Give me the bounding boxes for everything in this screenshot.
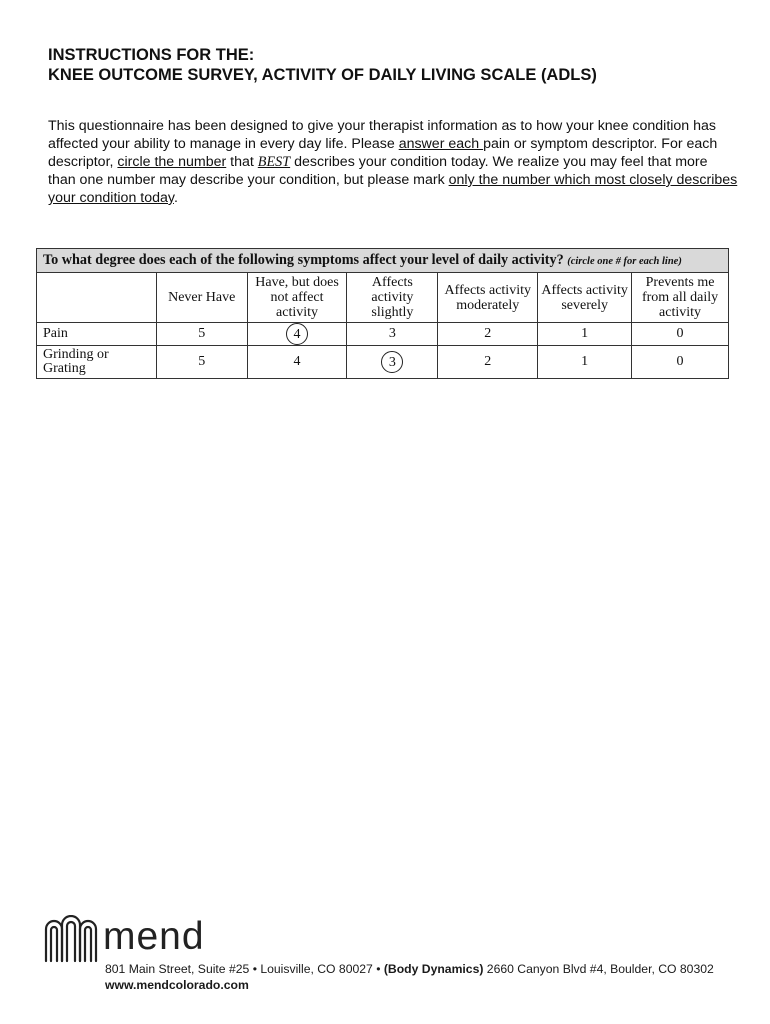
rating-cell[interactable] — [156, 323, 247, 346]
title-line-2: KNEE OUTCOME SURVEY, ACTIVITY OF DAILY LIVING SCALE (ADLS) — [48, 66, 597, 84]
row-label: Pain — [37, 323, 157, 346]
rating-option[interactable]: 2 — [484, 326, 492, 341]
column-header: Have, but does not affect activity — [247, 273, 347, 323]
column-header: Prevents me from all daily activity — [632, 273, 729, 323]
rating-cell[interactable] — [538, 323, 632, 346]
rating-cell[interactable] — [156, 346, 247, 379]
title-line-1: INSTRUCTIONS FOR THE: — [48, 46, 255, 64]
rating-cell[interactable] — [347, 323, 438, 346]
column-header: Never Have — [156, 273, 247, 323]
rating-option[interactable]: 3 — [388, 326, 396, 341]
mend-logo-icon — [44, 915, 98, 963]
rating-option[interactable]: 2 — [484, 354, 492, 369]
rating-option[interactable]: 1 — [581, 354, 589, 369]
rating-option[interactable]: 1 — [581, 326, 589, 341]
intro-text-5: . — [173, 190, 178, 206]
column-header: Affects activity moderately — [438, 273, 538, 323]
rating-cell[interactable] — [538, 346, 632, 379]
rating-option[interactable]: 0 — [676, 326, 684, 341]
intro-text-1: This questionnaire has been designed to give your therapist information as to how your knee condition has affected your ability to manage in every day life. Please — [48, 118, 717, 152]
rating-cell[interactable] — [632, 346, 729, 379]
symptom-table — [36, 248, 729, 379]
column-header-row — [37, 273, 729, 323]
address-line — [105, 961, 714, 977]
footer-address — [105, 961, 714, 993]
rating-option-selected[interactable]: 3 — [381, 351, 403, 373]
document-title — [48, 45, 748, 85]
empty-header-cell — [37, 273, 157, 323]
intro-underline-answer-each: answer each — [398, 136, 484, 152]
intro-text-3: that — [226, 154, 258, 170]
intro-text-2: pain or symptom descriptor. For each descriptor, — [48, 136, 718, 170]
rating-cell[interactable] — [438, 346, 538, 379]
row-label: Grinding or Grating — [37, 346, 157, 379]
rating-option[interactable]: 4 — [293, 354, 301, 369]
rating-cell[interactable] — [438, 323, 538, 346]
rating-cell[interactable] — [247, 346, 347, 379]
rating-option[interactable]: 5 — [198, 326, 206, 341]
address-body-dynamics: (Body Dynamics) — [383, 962, 484, 976]
table-question-header — [37, 249, 729, 273]
table-row-grinding — [37, 346, 729, 379]
address-louisville: 801 Main Street, Suite #25 • Louisville, CO 80027 • — [105, 962, 384, 976]
intro-underline-only-number: only the number which most closely describes your condition today — [48, 172, 738, 206]
instructions-paragraph — [48, 117, 738, 207]
rating-cell[interactable] — [247, 323, 347, 346]
table-row-pain — [37, 323, 729, 346]
intro-text-4: describes your condition today. We realize you may feel that more than one number may describe your condition, but please mark — [48, 154, 708, 188]
column-header: Affects activity severely — [538, 273, 632, 323]
rating-option[interactable]: 0 — [676, 354, 684, 369]
question-text: To what degree does each of the following symptoms affect your level of daily activity? — [43, 252, 564, 268]
rating-option-selected[interactable]: 4 — [286, 323, 308, 345]
website-text[interactable]: www.mendcolorado.com — [105, 978, 249, 992]
rating-cell[interactable] — [347, 346, 438, 379]
website-link[interactable] — [105, 977, 714, 993]
column-header: Affects activity slightly — [347, 273, 438, 323]
intro-best: BEST — [257, 154, 291, 170]
brand-name: mend — [103, 915, 205, 958]
rating-option[interactable]: 5 — [198, 354, 206, 369]
rating-cell[interactable] — [632, 323, 729, 346]
intro-underline-circle-number: circle the number — [117, 154, 227, 170]
address-boulder: 2660 Canyon Blvd #4, Boulder, CO 80302 — [483, 962, 714, 976]
question-note: (circle one # for each line) — [567, 256, 682, 267]
